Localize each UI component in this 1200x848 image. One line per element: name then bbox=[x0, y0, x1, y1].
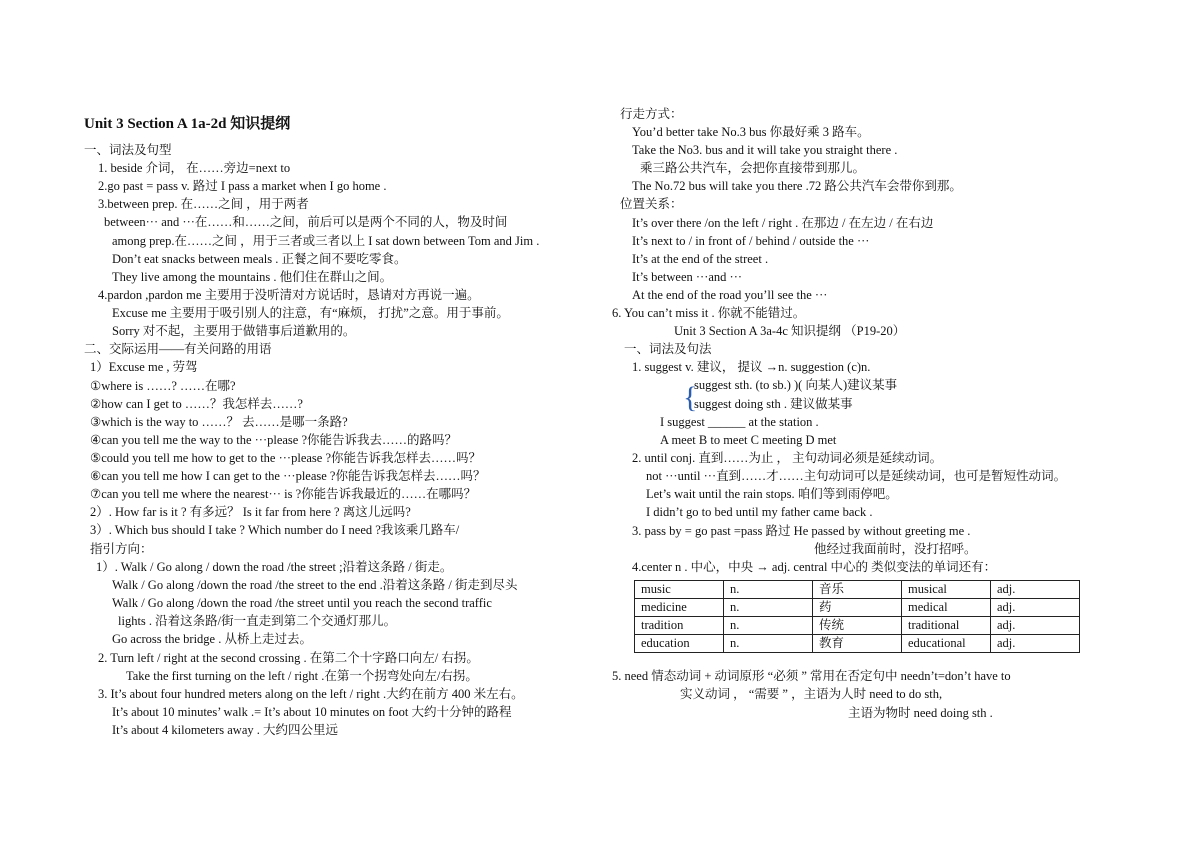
subtitle: Unit 3 Section A 3a-4c 知识提纲 （P19-20） bbox=[674, 324, 906, 338]
text-line: I suggest ______ at the station . bbox=[660, 415, 819, 429]
table-cell: n. bbox=[724, 581, 813, 599]
table-cell: adj. bbox=[991, 617, 1080, 635]
text-line: ⑥can you tell me how I can get to the ···please ?你能告诉我怎样去……吗？ bbox=[90, 469, 486, 483]
text-line: They live among the mountains . 他们住在群山之间。 bbox=[112, 270, 393, 284]
section-heading: 一、词法及句型 bbox=[84, 143, 172, 157]
table-cell: 药 bbox=[813, 599, 902, 617]
brace-icon: { bbox=[683, 381, 698, 414]
text-line: 6. You can’t miss it . 你就不能错过。 bbox=[612, 306, 806, 320]
table-cell: adj. bbox=[991, 581, 1080, 599]
text-line: Don’t eat snacks between meals . 正餐之间不要吃零食。 bbox=[112, 252, 407, 266]
page-title: Unit 3 Section A 1a-2d 知识提纲 bbox=[84, 116, 291, 132]
table-cell: educational bbox=[902, 635, 991, 653]
table-cell: medical bbox=[902, 599, 991, 617]
table-cell: n. bbox=[724, 599, 813, 617]
text-line: 4.center n . 中心，中央 → adj. central 中心的 类似变法的单词还有： bbox=[632, 560, 997, 574]
table-cell: education bbox=[635, 635, 724, 653]
section-heading: 行走方式： bbox=[620, 107, 683, 121]
text-line: It’s next to / in front of / behind / outside the ··· bbox=[632, 234, 870, 248]
text-line: I didn’t go to bed until my father came back . bbox=[646, 505, 873, 519]
vocab-table bbox=[634, 580, 1080, 653]
text-line: A meet B to meet C meeting D met bbox=[660, 433, 837, 447]
table-cell: n. bbox=[724, 635, 813, 653]
text-line: 2）. How far is it ? 有多远？ Is it far from here ? 离这儿远吗? bbox=[90, 505, 411, 519]
table-row bbox=[635, 635, 1080, 653]
text-line: among prep.在……之间 ，用于三者或三者以上 I sat down between Tom and Jim . bbox=[112, 234, 540, 248]
table-cell: music bbox=[635, 581, 724, 599]
text-line: not ···until ···直到……才……主句动词可以是延续动词，也可是暂短性动词。 bbox=[646, 469, 1067, 483]
text-line: ⑤could you tell me how to get to the ···please ?你能告诉我怎样去……吗？ bbox=[90, 451, 481, 465]
text-line: You’d better take No.3 bus 你最好乘 3 路车。 bbox=[632, 125, 870, 139]
text-line: Take the first turning on the left / right .在第一个拐弯处向左/右拐。 bbox=[126, 669, 478, 683]
text-line: It’s about 10 minutes’ walk .= It’s about 10 minutes on foot 大约十分钟的路程 bbox=[112, 705, 512, 719]
text-line: Sorry 对不起，主要用于做错事后道歉用的。 bbox=[112, 324, 356, 338]
text-line: It’s about 4 kilometers away . 大约四公里远 bbox=[112, 723, 339, 737]
text-line: 4.pardon ,pardon me 主要用于没听清对方说话时，恳请对方再说一遍。 bbox=[98, 288, 480, 302]
text-line: 3. pass by = go past =pass 路过 He passed by without greeting me . bbox=[632, 524, 971, 538]
table-row bbox=[635, 599, 1080, 617]
table-cell: n. bbox=[724, 617, 813, 635]
text-line: between··· and ···在……和……之间，前后可以是两个不同的人，物及时间 bbox=[104, 215, 508, 229]
table-cell: traditional bbox=[902, 617, 991, 635]
text-line: 2.go past = pass v. 路过 I pass a market when I go home . bbox=[98, 179, 387, 193]
text-line: 1. beside 介词， 在……旁边=next to bbox=[98, 161, 291, 175]
text-line: 1. suggest v. 建议， 提议 →n. suggestion (c)n. bbox=[632, 360, 871, 374]
text-line: 主语为物时 need doing sth . bbox=[848, 706, 993, 720]
text-line: Excuse me 主要用于吸引别人的注意，有“麻烦， 打扰”之意。用于事前。 bbox=[112, 306, 509, 320]
text-line: 3.between prep. 在……之间 ，用于两者 bbox=[98, 197, 309, 211]
text-line: It’s between ···and ··· bbox=[632, 270, 743, 284]
table-row bbox=[635, 581, 1080, 599]
text-line: Walk / Go along /down the road /the street until you reach the second traffic bbox=[112, 596, 492, 610]
text-line: 1）. Walk / Go along / down the road /the street ;沿着这条路 / 街走。 bbox=[96, 560, 453, 574]
table-cell: 音乐 bbox=[813, 581, 902, 599]
text-line: Let’s wait until the rain stops. 咱们等到雨停吧。 bbox=[646, 487, 898, 501]
table-cell: adj. bbox=[991, 635, 1080, 653]
text-line: lights . 沿着这条路/街一直走到第二个交通灯那儿。 bbox=[118, 614, 397, 628]
text-line: 2. until conj. 直到……为止 ， 主句动词必须是延续动词。 bbox=[632, 451, 943, 465]
text-line: 指引方向： bbox=[90, 542, 153, 556]
text-line: It’s at the end of the street . bbox=[632, 252, 769, 266]
text-line: suggest sth. (to sb.) )( 向某人)建议某事 bbox=[694, 378, 898, 392]
text-line: suggest doing sth . 建议做某事 bbox=[694, 397, 853, 411]
text-line: 5. need 情态动词 + 动词原形 “必须 ” 常用在否定句中 needn’t=don’t have to bbox=[612, 669, 1011, 683]
table-cell: musical bbox=[902, 581, 991, 599]
table-cell: adj. bbox=[991, 599, 1080, 617]
text-line: ⑦can you tell me where the nearest··· is ?你能告诉我最近的……在哪吗？ bbox=[90, 487, 477, 501]
table-row bbox=[635, 617, 1080, 635]
text-line: 1）Excuse me , 劳驾 bbox=[90, 360, 198, 374]
table-cell: 传统 bbox=[813, 617, 902, 635]
section-heading: 一、词法及句法 bbox=[624, 342, 712, 356]
table-cell: 教育 bbox=[813, 635, 902, 653]
section-heading: 二、交际运用——有关问路的用语 bbox=[84, 342, 272, 356]
text-line: ③which is the way to ……？ 去……是哪一条路? bbox=[90, 415, 348, 429]
text-line: ④can you tell me the way to the ···please ?你能告诉我去……的路吗？ bbox=[90, 433, 458, 447]
text-line: 2. Turn left / right at the second crossing . 在第二个十字路口向左/ 右拐。 bbox=[98, 651, 479, 665]
text-line: Go across the bridge . 从桥上走过去。 bbox=[112, 632, 312, 646]
text-line: 3）. Which bus should I take ? Which number do I need ?我该乘几路车/ bbox=[90, 523, 460, 537]
text-line: The No.72 bus will take you there .72 路公共汽车会带你到那。 bbox=[632, 179, 962, 193]
text-line: 乘三路公共汽车，会把你直接带到那儿。 bbox=[640, 161, 866, 175]
text-line: ①where is ……? ……在哪? bbox=[90, 379, 236, 393]
text-line: Walk / Go along /down the road /the street to the end .沿着这条路 / 街走到尽头 bbox=[112, 578, 518, 592]
text-line: ②how can I get to ……？我怎样去……? bbox=[90, 397, 303, 411]
text-line: It’s over there /on the left / right . 在那边 / 在左边 / 在右边 bbox=[632, 216, 934, 230]
text-line: 他经过我面前时，没打招呼。 bbox=[814, 542, 977, 556]
table-cell: tradition bbox=[635, 617, 724, 635]
text-line: At the end of the road you’ll see the ··· bbox=[632, 288, 828, 302]
table-cell: medicine bbox=[635, 599, 724, 617]
text-line: 3. It’s about four hundred meters along on the left / right .大约在前方 400 米左右。 bbox=[98, 687, 524, 701]
text-line: Take the No3. bus and it will take you straight there . bbox=[632, 143, 898, 157]
section-heading: 位置关系： bbox=[620, 197, 683, 211]
text-line: 实义动词 ， “需要 ” ，主语为人时 need to do sth, bbox=[680, 687, 943, 701]
